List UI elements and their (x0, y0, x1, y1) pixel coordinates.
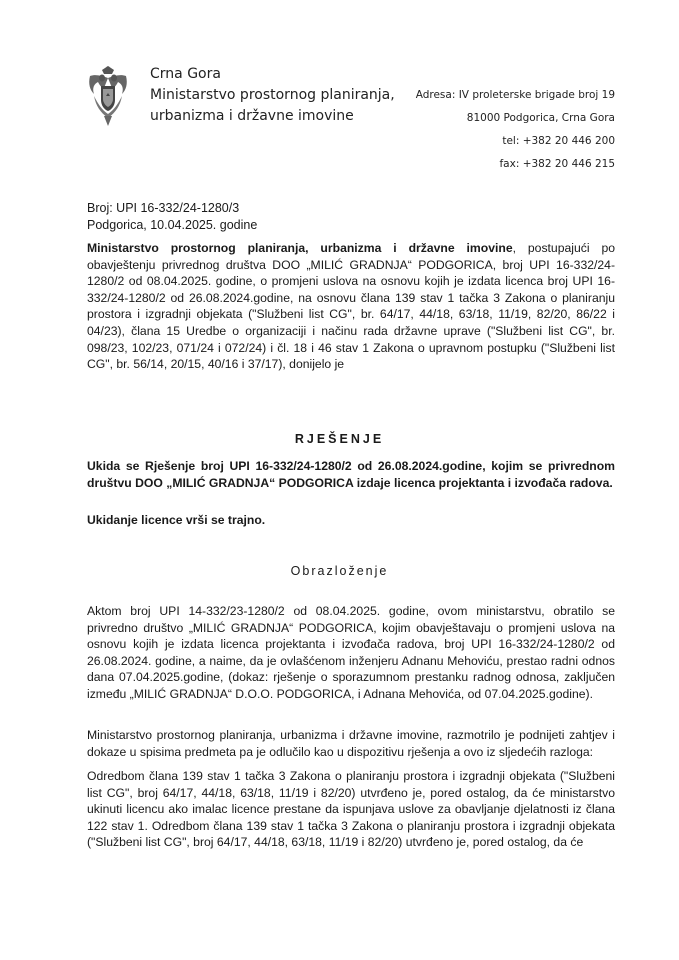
reasoning-paragraph-2: Ministarstvo prostornog planiranja, urbanizma i državne imovine, razmotrilo je podnijeti zahtjev i dokaze u spisima predmeta pa je odlučilo kao u dispozitivu rješenja a ovo iz sljedećih razloga: (87, 728, 615, 759)
contact-block (416, 84, 615, 176)
reasoning-paragraph-1: Aktom broj UPI 14-332/23-1280/2 od 08.04.2025. godine, ovom ministarstvu, obratilo se privredno društvo „MILIĆ GRADNJA“ PODGORICA, kojim obavještavaju o promjeni uslova na osnovu kojih je izdata licenca projektanta i izvođača radova, broj UPI 16-332/24-1280/2 od 26.08.2024. godine, a naime, da je ovlašćenom inženjeru Adnanu Mehoviću, prestao radni odnos dana 07.04.2025.godine, (dokaz: rješenje o sporazumnom prestanku radnog odnosa, zaključen između „MILIĆ GRADNJA“ D.O.O. PODGORICA, i Adnana Mehovića, od 07.04.2025.godine). (87, 604, 615, 701)
decision-text: Ukida se Rješenje broj UPI 16-332/24-1280/2 od 26.08.2024.godine, kojim se privrednom društvu DOO „MILIĆ GRADNJA“ PODGORICA izdaje licenca projektanta i izvođača radova. (87, 459, 615, 490)
org-line-country: Crna Gora (150, 66, 221, 82)
reference-block (87, 200, 257, 234)
place-date: Podgorica, 10.04.2025. godine (87, 218, 258, 232)
permanent-note: Ukidanje licence vrši se trajno. (87, 513, 266, 527)
org-line-ministry: Ministarstvo prostornog planiranja, (150, 87, 395, 103)
montenegro-coat-of-arms-icon (84, 64, 132, 128)
city-line: 81000 Podgorica, Crna Gora (466, 112, 615, 124)
intro-paragraph (87, 240, 615, 373)
address-line: Adresa: IV proleterske brigade broj 19 (415, 89, 615, 101)
intro-bold: Ministarstvo prostornog planiranja, urbanizma i državne imovine (87, 241, 513, 255)
decision-title: RJEŠENJE (294, 432, 385, 446)
intro-rest: , postupajući po obavještenju privrednog društva DOO „MILIĆ GRADNJA“ PODGORICA, broj UPI 16-332/24-1280/2 od 08.04.2025. godine, o promjeni uslova na osnovu kojih je izdata licenca broj UPI 16-332/24-1280/2 od 26.08.2024.godine, na osnovu člana 139 stav 1 tačka 3 Zakona o planiranju prostora i izgradnji objekata ("Službeni list CG", br. 64/17, 44/18, 63/18, 11/19, 82/20, 86/22 i 04/23), člana 15 Uredbe o organizaciji i načinu rada državne uprave ("Službeni list CG", br. 098/23, 102/23, 071/24 i 072/24) i čl. 18 i 46 stav 1 Zakona o upravnom postupku ("Službeni list CG", br. 56/14, 20/15, 40/16 i 37/17), donijelo je (87, 241, 615, 372)
fax-line: fax: +382 20 446 215 (499, 158, 615, 170)
org-line-ministry-cont: urbanizma i državne imovine (150, 108, 354, 124)
organization-name (150, 64, 395, 127)
reference-number: Broj: UPI 16-332/24-1280/3 (87, 201, 240, 215)
reasoning-title: Obrazloženje (290, 564, 389, 578)
reasoning-paragraph-3: Odredbom člana 139 stav 1 tačka 3 Zakona o planiranju prostora i izgradnji objekata ("Službeni list CG", broj 64/17, 44/18, 63/18, 11/19 i 82/20) utvrđeno je, pored ostalog, da će ministarstvo ukinuti licencu ako imalac licence prestane da ispunjava uslove za obavljanje djelatnosti iz člana 122 stav 1. Odredbom člana 139 stav 1 tačka 3 Zakona o planiranju prostora i izgradnji objekata ("Službeni list CG", broj 64/17, 44/18, 63/18, 11/19 i 82/20) utvrđeno je, pored ostalog, da će (87, 769, 615, 850)
phone-line: tel: +382 20 446 200 (502, 135, 615, 147)
